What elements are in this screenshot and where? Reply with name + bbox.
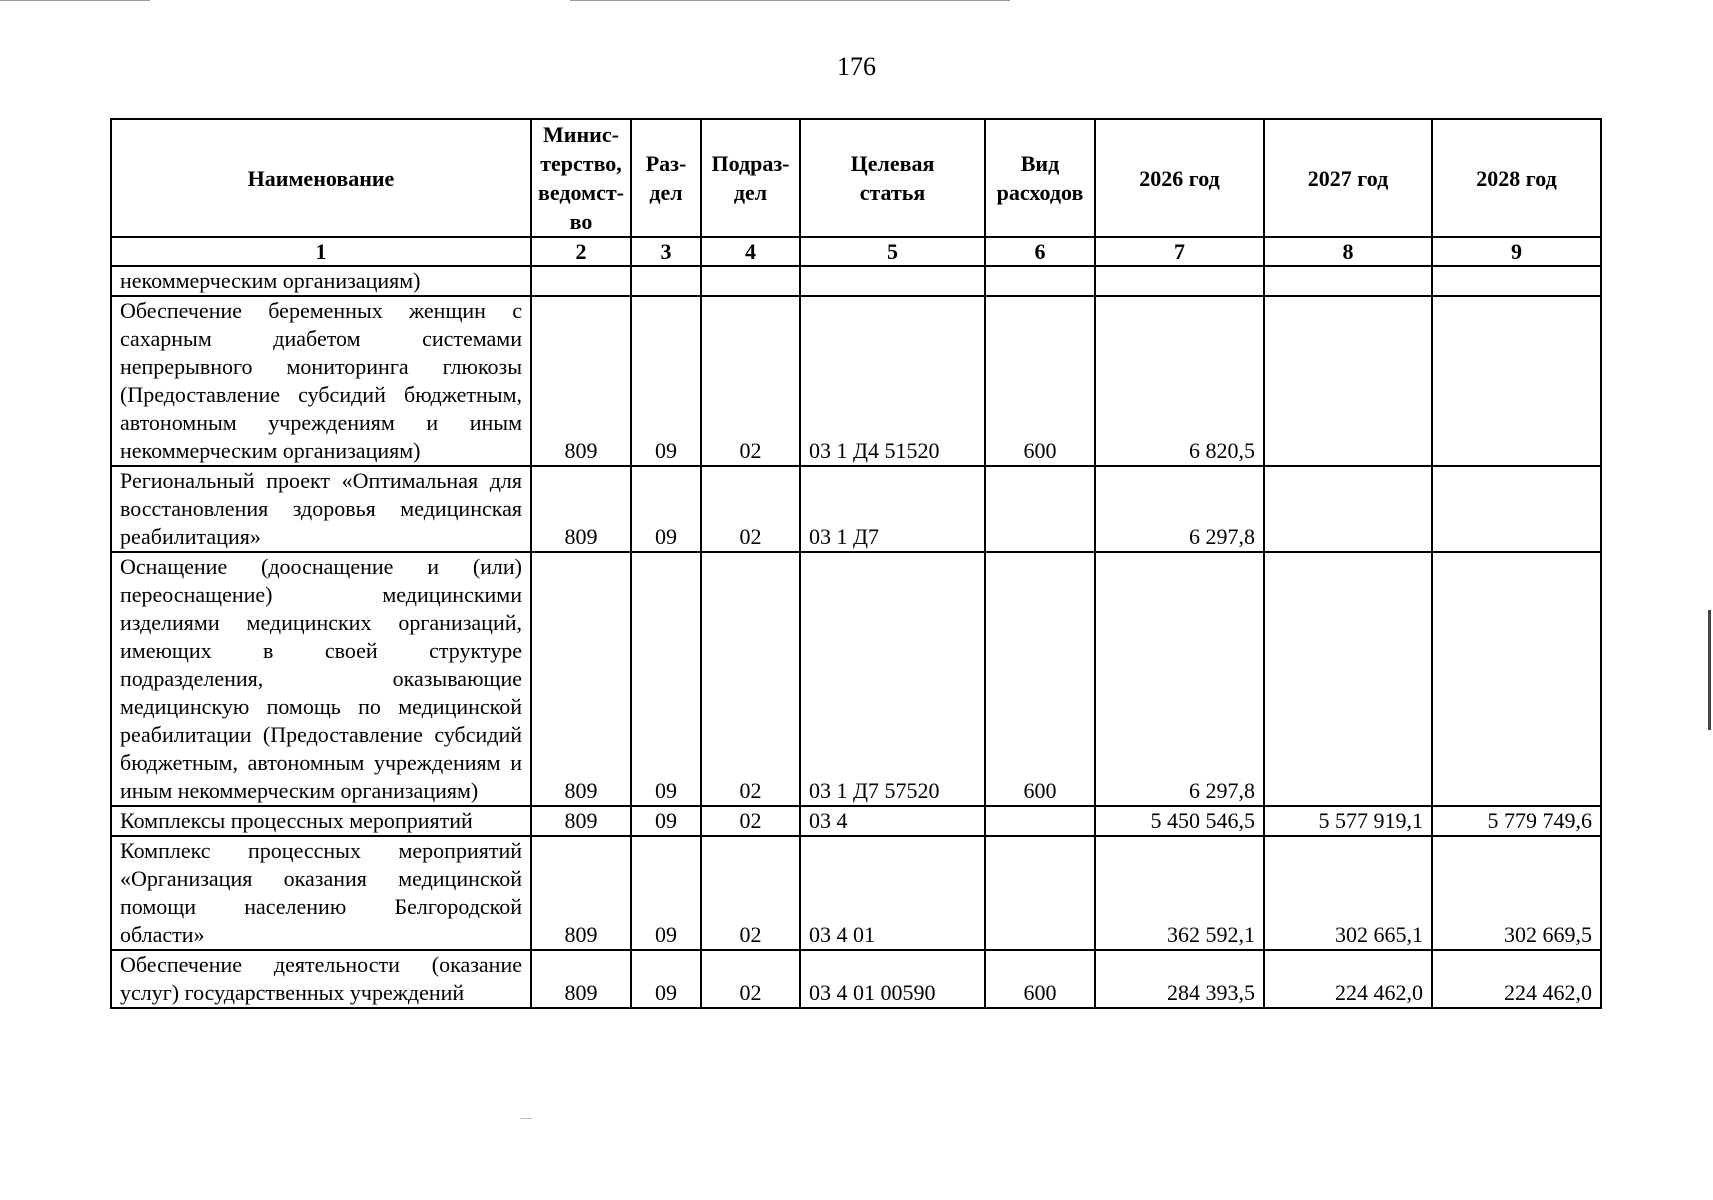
row-section: 09 xyxy=(631,950,701,1008)
row-2028 xyxy=(1432,266,1601,296)
header-2026: 2026 год xyxy=(1095,119,1264,237)
row-name: Комплекс процессных мероприятий «Организация оказания медицинской помощи населению Белгородской области» xyxy=(111,836,531,950)
header-2027: 2027 год xyxy=(1264,119,1432,237)
scan-edge-line xyxy=(570,0,1010,1)
table-row xyxy=(111,296,1601,466)
row-2027 xyxy=(1264,552,1432,806)
row-kind xyxy=(985,836,1095,950)
row-section xyxy=(631,266,701,296)
row-2026: 6 297,8 xyxy=(1095,552,1264,806)
row-ministry: 809 xyxy=(531,466,631,552)
row-target: 03 1 Д7 57520 xyxy=(800,552,985,806)
table-row xyxy=(111,466,1601,552)
row-target: 03 4 01 xyxy=(800,836,985,950)
budget-table xyxy=(110,118,1602,1009)
column-number: 3 xyxy=(631,237,701,266)
row-name: Региональный проект «Оптимальная для восстановления здоровья медицинская реабилитация» xyxy=(111,466,531,552)
row-2027 xyxy=(1264,296,1432,466)
row-target: 03 4 01 00590 xyxy=(800,950,985,1008)
row-2026: 284 393,5 xyxy=(1095,950,1264,1008)
row-section: 09 xyxy=(631,836,701,950)
header-target: Целевая статья xyxy=(800,119,985,237)
page-number: 176 xyxy=(837,52,876,81)
table-row xyxy=(111,552,1601,806)
row-2027: 5 577 919,1 xyxy=(1264,806,1432,836)
row-2028 xyxy=(1432,552,1601,806)
row-2026: 6 820,5 xyxy=(1095,296,1264,466)
row-target xyxy=(800,266,985,296)
row-ministry: 809 xyxy=(531,806,631,836)
header-section: Раз-дел xyxy=(631,119,701,237)
row-name: некоммерческим организациям) xyxy=(111,266,531,296)
scan-speck xyxy=(520,1118,532,1119)
row-subsection: 02 xyxy=(701,836,800,950)
row-2028: 302 669,5 xyxy=(1432,836,1601,950)
column-number-row xyxy=(111,237,1601,266)
table-row xyxy=(111,266,1601,296)
column-number: 7 xyxy=(1095,237,1264,266)
row-2028 xyxy=(1432,466,1601,552)
row-subsection: 02 xyxy=(701,466,800,552)
row-name: Обеспечение беременных женщин с сахарным диабетом системами непрерывного мониторинга глюкозы (Предоставление субсидий бюджетным, автономным учреждениям и иным некоммерческим организациям) xyxy=(111,296,531,466)
row-subsection: 02 xyxy=(701,296,800,466)
row-2028 xyxy=(1432,296,1601,466)
row-2026: 6 297,8 xyxy=(1095,466,1264,552)
header-row xyxy=(111,119,1601,237)
row-section: 09 xyxy=(631,466,701,552)
row-2026: 362 592,1 xyxy=(1095,836,1264,950)
row-subsection xyxy=(701,266,800,296)
row-name: Оснащение (дооснащение и (или) переоснащение) медицинскими изделиями медицинских организаций, имеющих в своей структуре подразделения, оказывающие медицинскую помощь по медицинской реабилитации (Предоставление субсидий бюджетным, автономным учреждениям и иным некоммерческим организациям) xyxy=(111,552,531,806)
row-name: Обеспечение деятельности (оказание услуг) государственных учреждений xyxy=(111,950,531,1008)
column-number: 8 xyxy=(1264,237,1432,266)
row-ministry: 809 xyxy=(531,950,631,1008)
row-target: 03 4 xyxy=(800,806,985,836)
row-subsection: 02 xyxy=(701,950,800,1008)
row-section: 09 xyxy=(631,806,701,836)
row-kind: 600 xyxy=(985,552,1095,806)
row-ministry: 809 xyxy=(531,296,631,466)
header-ministry: Минис-терство, ведомст-во xyxy=(531,119,631,237)
row-kind xyxy=(985,806,1095,836)
row-target: 03 1 Д4 51520 xyxy=(800,296,985,466)
row-2027: 302 665,1 xyxy=(1264,836,1432,950)
row-section: 09 xyxy=(631,296,701,466)
row-2028: 224 462,0 xyxy=(1432,950,1601,1008)
column-number: 4 xyxy=(701,237,800,266)
row-target: 03 1 Д7 xyxy=(800,466,985,552)
column-number: 2 xyxy=(531,237,631,266)
header-subsection: Подраз-дел xyxy=(701,119,800,237)
row-kind xyxy=(985,266,1095,296)
row-ministry xyxy=(531,266,631,296)
row-kind xyxy=(985,466,1095,552)
row-subsection: 02 xyxy=(701,806,800,836)
header-kind: Вид расходов xyxy=(985,119,1095,237)
column-number: 5 xyxy=(800,237,985,266)
row-kind: 600 xyxy=(985,296,1095,466)
row-2026 xyxy=(1095,266,1264,296)
row-section: 09 xyxy=(631,552,701,806)
row-2027 xyxy=(1264,266,1432,296)
row-2026: 5 450 546,5 xyxy=(1095,806,1264,836)
table-row xyxy=(111,836,1601,950)
column-number: 1 xyxy=(111,237,531,266)
column-number: 9 xyxy=(1432,237,1601,266)
row-2027: 224 462,0 xyxy=(1264,950,1432,1008)
row-kind: 600 xyxy=(985,950,1095,1008)
row-subsection: 02 xyxy=(701,552,800,806)
row-2027 xyxy=(1264,466,1432,552)
column-number: 6 xyxy=(985,237,1095,266)
row-ministry: 809 xyxy=(531,552,631,806)
row-2028: 5 779 749,6 xyxy=(1432,806,1601,836)
scan-edge-line xyxy=(1708,610,1711,730)
table-row xyxy=(111,806,1601,836)
scan-edge-line xyxy=(0,0,150,1)
row-name: Комплексы процессных мероприятий xyxy=(111,806,531,836)
table-row xyxy=(111,950,1601,1008)
header-name: Наименование xyxy=(111,119,531,237)
header-2028: 2028 год xyxy=(1432,119,1601,237)
row-ministry: 809 xyxy=(531,836,631,950)
